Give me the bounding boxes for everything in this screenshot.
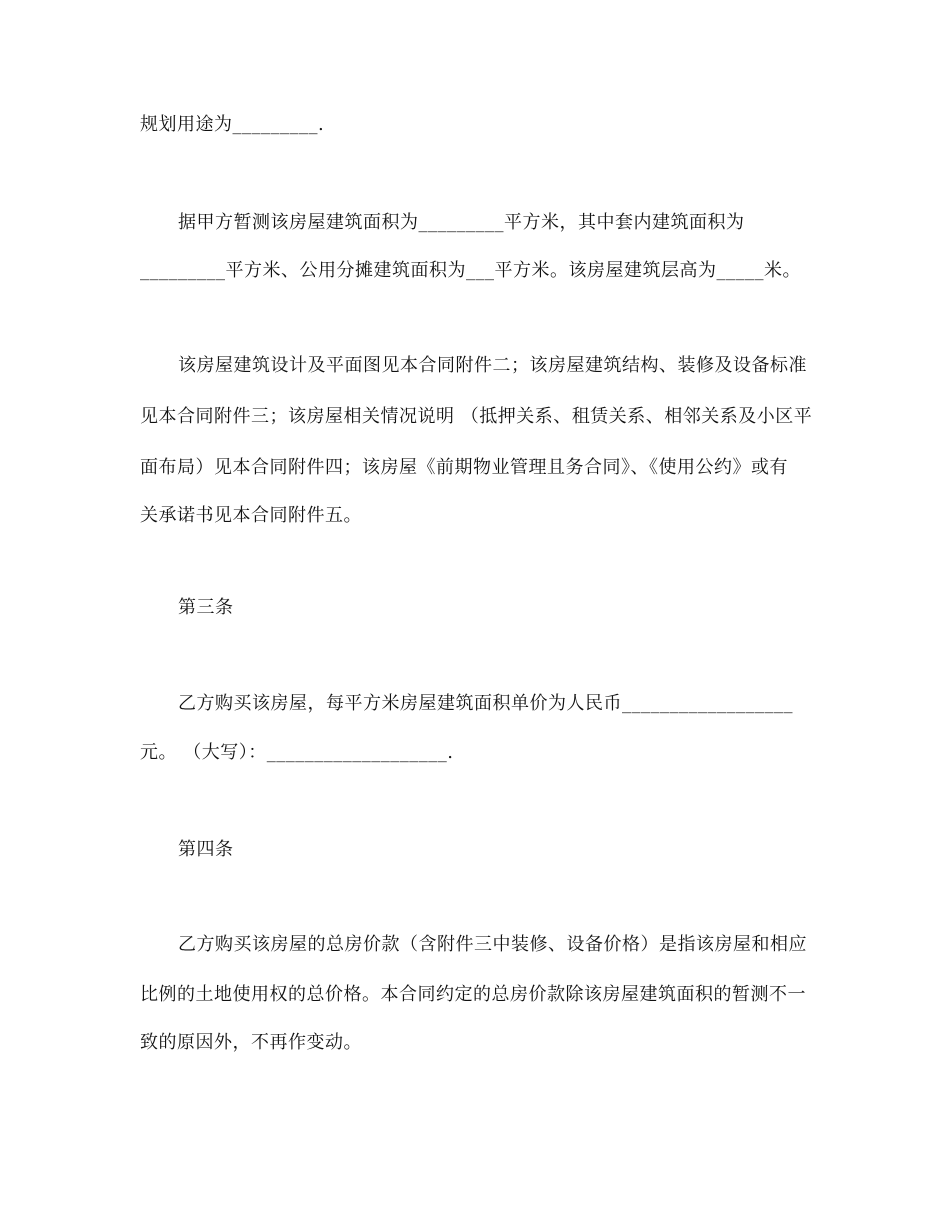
article-four-heading: 第四条 bbox=[178, 839, 234, 860]
planned-use-line: 规划用途为_________. bbox=[140, 114, 325, 135]
total-price-paragraph-line-2: 比例的土地使用权的总价格。本合同约定的总房价款除该房屋建筑面积的暂测不一 bbox=[140, 984, 806, 1005]
total-price-paragraph-line-3: 致的原因外，不再作变动。 bbox=[140, 1032, 362, 1053]
attachments-paragraph-line-1: 该房屋建筑设计及平面图见本合同附件二；该房屋建筑结构、装修及设备标准 bbox=[178, 355, 807, 376]
article-three-heading: 第三条 bbox=[178, 597, 234, 618]
attachments-paragraph-line-2: 见本合同附件三；该房屋相关情况说明 （抵押关系、租赁关系、相邻关系及小区平 bbox=[140, 406, 813, 427]
price-paragraph-line-1: 乙方购买该房屋，每平方米房屋建筑面积单价为人民币__________________ bbox=[178, 693, 793, 714]
price-paragraph-line-2: 元。 （大写）：___________________. bbox=[140, 742, 454, 763]
attachments-paragraph-line-4: 关承诺书见本合同附件五。 bbox=[140, 505, 362, 526]
attachments-paragraph-line-3: 面布局）见本合同附件四；该房屋《前期物业管理且务合同》、《使用公约》或有 bbox=[140, 457, 788, 478]
area-paragraph-line-2: _________平方米、公用分摊建筑面积为___平方米。该房屋建筑层高为_____米。 bbox=[140, 260, 801, 281]
area-paragraph-line-1: 据甲方暂测该房屋建筑面积为_________平方米，其中套内建筑面积为 bbox=[178, 212, 745, 233]
total-price-paragraph-line-1: 乙方购买该房屋的总房价款（含附件三中装修、设备价格）是指该房屋和相应 bbox=[178, 934, 807, 955]
